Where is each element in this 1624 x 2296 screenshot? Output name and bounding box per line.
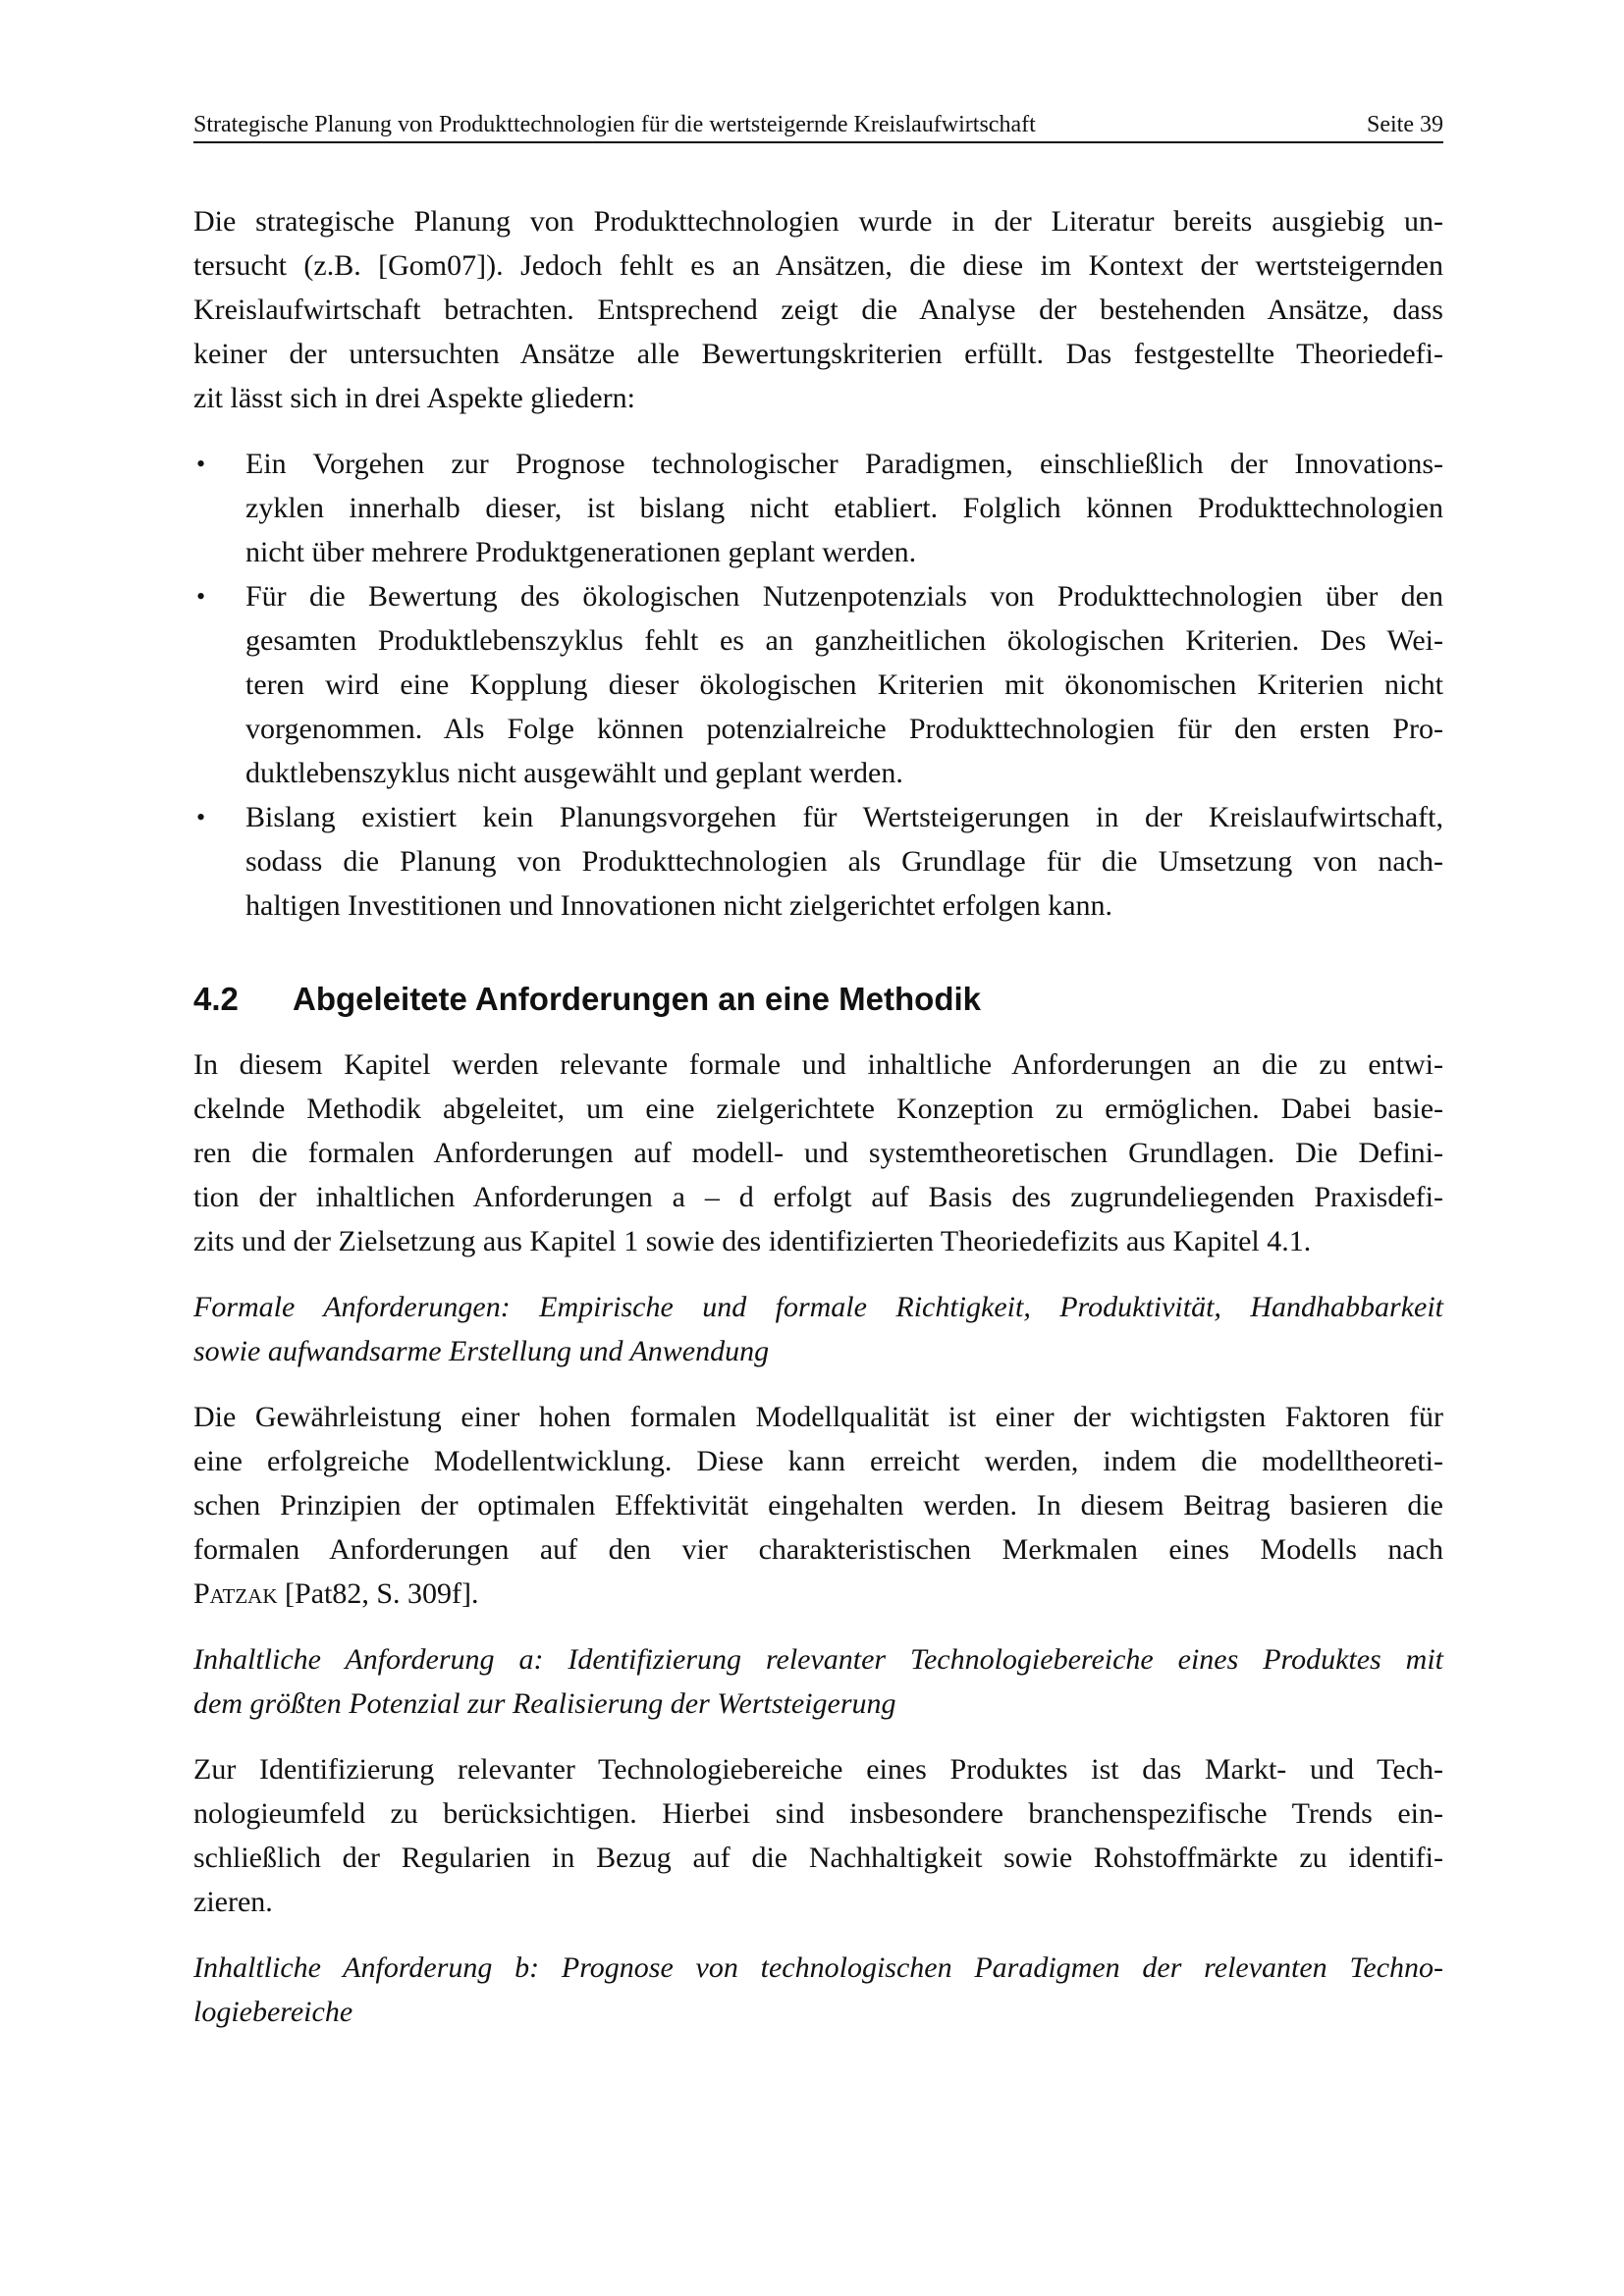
text-line: ckelnde Methodik abgeleitet, um eine zielgerichtete Konzeption zu ermöglichen. Dabei basie- (193, 1093, 1443, 1125)
bullet-icon: • (196, 450, 206, 478)
bullet-text (245, 442, 1443, 574)
text-line: dem größten Potenzial zur Realisierung der Wertsteigerung (193, 1687, 896, 1720)
text-line (193, 1572, 1443, 1616)
requirement-heading (193, 1637, 1443, 1726)
bullet-text (245, 795, 1443, 928)
bullet-item (193, 574, 1443, 795)
text-line: zieren. (193, 1886, 273, 1918)
text-line: vorgenommen. Als Folge können potenzialreiche Produkttechnologien für den ersten Pro- (245, 713, 1443, 745)
bullet-item (193, 442, 1443, 574)
section-title: Abgeleitete Anforderungen an eine Methodik (293, 981, 982, 1017)
citation: [Pat82, S. 309f]. (277, 1577, 479, 1610)
bullet-text (245, 574, 1443, 795)
paragraph (193, 199, 1443, 420)
text-line: schen Prinzipien der optimalen Effektivität eingehalten werden. In diesem Beitrag basieren die (193, 1489, 1443, 1522)
page-body (193, 199, 1443, 2056)
text-line: keiner der untersuchten Ansätze alle Bewertungskriterien erfüllt. Das festgestellte Theoriedefi- (193, 338, 1443, 370)
text-line: Die strategische Planung von Produkttechnologien wurde in der Literatur bereits ausgiebig un- (193, 205, 1443, 238)
text-line: nicht über mehrere Produktgenerationen geplant werden. (245, 536, 917, 568)
text-line: Bislang existiert kein Planungsvorgehen für Wertsteigerungen in der Kreislaufwirtschaft, (245, 801, 1443, 833)
text-line: Kreislaufwirtschaft betrachten. Entsprechend zeigt die Analyse der bestehenden Ansätze, dass (193, 294, 1443, 326)
text-line: schließlich der Regularien in Bezug auf die Nachhaltigkeit sowie Rohstoffmärkte zu identifi- (193, 1842, 1443, 1874)
text-line: zyklen innerhalb dieser, ist bislang nicht etabliert. Folglich können Produkttechnologien (245, 492, 1443, 524)
text-line: nologieumfeld zu berücksichtigen. Hierbei sind insbesondere branchenspezifische Trends ein- (193, 1797, 1443, 1830)
text-line: tion der inhaltlichen Anforderungen a – d erfolgt auf Basis des zugrundeliegenden Praxisdefi- (193, 1181, 1443, 1213)
bullet-icon: • (196, 803, 206, 831)
bullet-list (193, 442, 1443, 928)
paragraph (193, 1042, 1443, 1263)
text-line: sowie aufwandsarme Erstellung und Anwendung (193, 1335, 770, 1367)
page-number: Seite 39 (1367, 112, 1443, 137)
text-line: eine erfolgreiche Modellentwicklung. Diese kann erreicht werden, indem die modelltheoreti- (193, 1445, 1443, 1477)
text-line: sodass die Planung von Produkttechnologien als Grundlage für die Umsetzung von nach- (245, 845, 1443, 878)
text-line: In diesem Kapitel werden relevante formale und inhaltliche Anforderungen an die zu entwi- (193, 1048, 1443, 1081)
author-name: Patzak (193, 1577, 278, 1610)
text-line: Inhaltliche Anforderung a: Identifizierung relevanter Technologiebereiche eines Produktes mit (193, 1643, 1443, 1676)
text-line: duktlebenszyklus nicht ausgewählt und geplant werden. (245, 757, 903, 789)
text-line: zits und der Zielsetzung aus Kapitel 1 sowie des identifizierten Theoriedefizits aus Kapitel 4.1. (193, 1225, 1312, 1257)
paragraph (193, 1747, 1443, 1924)
text-line: Ein Vorgehen zur Prognose technologischer Paradigmen, einschließlich der Innovations- (245, 448, 1443, 480)
text-line: gesamten Produktlebenszyklus fehlt es an ganzheitlichen ökologischen Kriterien. Des Wei- (245, 624, 1443, 657)
requirement-heading (193, 1946, 1443, 2034)
section-number: 4.2 (193, 981, 239, 1017)
bullet-item (193, 795, 1443, 928)
text-line: Formale Anforderungen: Empirische und formale Richtigkeit, Produktivität, Handhabbarkeit (193, 1291, 1443, 1323)
section-heading (193, 977, 1443, 1021)
text-line: haltigen Investitionen und Innovationen nicht zielgerichtet erfolgen kann. (245, 889, 1113, 922)
text-line: tersucht (z.B. [Gom07]). Jedoch fehlt es an Ansätzen, die diese im Kontext der wertsteigernden (193, 249, 1443, 282)
text-line: Inhaltliche Anforderung b: Prognose von technologischen Paradigmen der relevanten Techno- (193, 1951, 1443, 1984)
text-line: Für die Bewertung des ökologischen Nutzenpotenzials von Produkttechnologien über den (245, 580, 1443, 613)
text-line: formalen Anforderungen auf den vier charakteristischen Merkmalen eines Modells nach (193, 1533, 1443, 1566)
text-line: teren wird eine Kopplung dieser ökologischen Kriterien mit ökonomischen Kriterien nicht (245, 668, 1443, 701)
text-line: Die Gewährleistung einer hohen formalen Modellqualität ist einer der wichtigsten Faktoren für (193, 1401, 1443, 1433)
bullet-icon: • (196, 582, 206, 611)
text-line: zit lässt sich in drei Aspekte gliedern: (193, 382, 635, 414)
text-line: ren die formalen Anforderungen auf modell- und systemtheoretischen Grundlagen. Die Defini- (193, 1137, 1443, 1169)
paragraph (193, 1395, 1443, 1616)
text-line: logiebereiche (193, 1996, 353, 2028)
header-title: Strategische Planung von Produkttechnologien für die wertsteigernde Kreislaufwirtschaft (193, 112, 1036, 137)
requirement-heading (193, 1285, 1443, 1373)
text-line: Zur Identifizierung relevanter Technologiebereiche eines Produktes ist das Markt- und Tech- (193, 1753, 1443, 1786)
running-header (193, 110, 1443, 143)
